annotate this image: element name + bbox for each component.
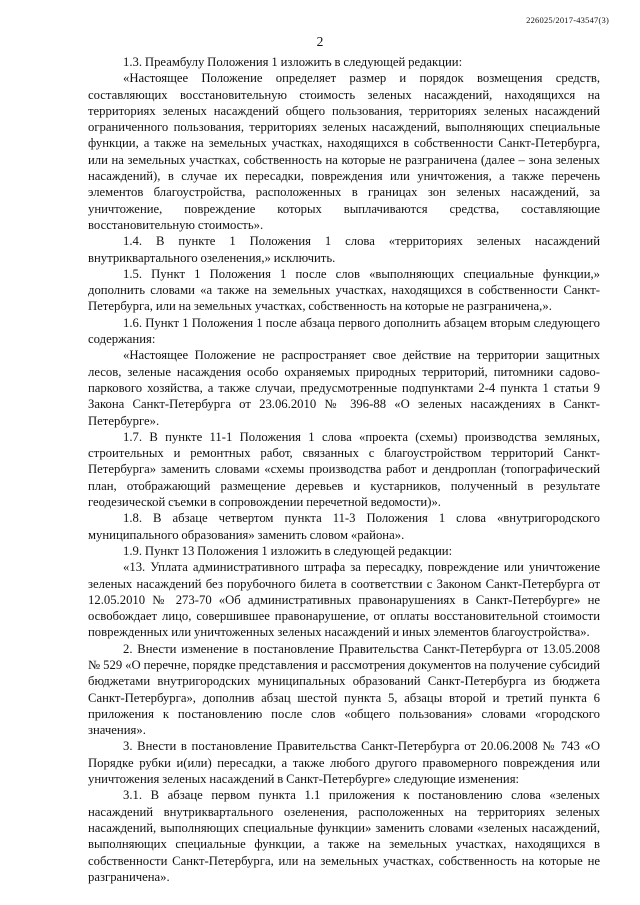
paragraph-1-4: 1.4. В пункте 1 Положения 1 слова «территориях зеленых насаждений внутриквартального озеленения,» исключить. [88, 234, 600, 265]
paragraph-preamble-text: «Настоящее Положение определяет размер и порядок возмещения средств, составляющих восстановительную стоимость зеленых насаждений, находящихся на территориях зеленых насаждений общего пользования, территориях зеленых насаждений ограниченного пользования, территориях зеленых насаждений, выполняющих специальные функции, а также на земельных участках, находящихся в собственности Санкт-Петербурга, или на земельных участках, собственность на которые не разграничена (далее – зона зеленых насаждений), в случае их пересадки, повреждения или уничтожения, а также перечень элементов благоустройства, расположенных в границах зон зеленых насаждений, за уничтожение, повреждение которых выплачиваются средства, составляющие восстановительную стоимость». [88, 71, 600, 232]
paragraph-1-8: 1.8. В абзаце четвертом пункта 11-3 Положения 1 слова «внутригородского муниципального образования» заменить словом «района». [88, 511, 600, 542]
paragraph-1-6-text: «Настоящее Положение не распространяет свое действие на территории защитных лесов, зеленые насаждения особо охраняемых природных территорий, питомники садово-паркового хозяйства, а также случаи, предусмотренные подпунктами 2-4 пункта 1 статьи 9 Закона Санкт-Петербурга от 23.06.2010 № 396-88 «О зеленых насаждениях в Санкт-Петербурге». [88, 348, 600, 428]
paragraph-1-6: 1.6. Пункт 1 Положения 1 после абзаца первого дополнить абзацем вторым следующего содержания: [88, 315, 600, 347]
document-body [88, 54, 600, 885]
paragraph-3: 3. Внести в постановление Правительства Санкт-Петербурга от 20.06.2008 № 743 «О Порядке рубки и(или) пересадки, а также любого другого правомерного повреждения или уничтожения зеленых насаждений в Санкт-Петербурге» следующие изменения: [88, 739, 600, 787]
paragraph-1-7: 1.7. В пункте 11-1 Положения 1 слова «проекта (схемы) производства земляных, строительных и ремонтных работ, связанных с благоустройством территорий Санкт-Петербурга» заменить словами «схемы производства работ и дендроплан (топографический план, отображающий размещение деревьев и кустарников, полученный в результате геодезической съемки в сопровождении перечетной ведомости)». [88, 429, 600, 510]
document-id: 226025/2017-43547(3) [526, 15, 609, 25]
paragraph-1-3: 1.3. Преамбулу Положения 1 изложить в следующей редакции: [123, 55, 463, 69]
paragraph-1-9: 1.9. Пункт 13 Положения 1 изложить в следующей редакции: [123, 543, 453, 558]
paragraph-3-1: 3.1. В абзаце первом пункта 1.1 приложения к постановлению слова «зеленых насаждений внутриквартального озеленения, расположенных на территориях зеленых насаждений, выполняющих специальные функции» заменить словами «зеленых насаждений, выполняющих специальные функции, а также на земельных участках, находящихся в собственности Санкт-Петербурга, или на земельных участках, собственность на которые не разграничена». [88, 788, 600, 884]
page-number: 2 [316, 34, 324, 49]
paragraph-1-5: 1.5. Пункт 1 Положения 1 после слов «выполняющих специальные функции,» дополнить словами «а также на земельных участках, находящихся в собственности Санкт-Петербурга, или на земельных участках, собственность на которые не разграничена,». [88, 266, 600, 314]
paragraph-1-9-text: «13. Уплата административного штрафа за пересадку, повреждение или уничтожение зеленых насаждений без порубочного билета в соответствии с Законом Санкт-Петербурга от 12.05.2010 № 273-70 «Об административных правонарушениях в Санкт-Петербурге» не освобождает лицо, совершившее правонарушение, от оплаты восстановительной стоимости поврежденных или уничтоженных зеленых насаждений и иных элементов благоустройства». [88, 560, 600, 640]
paragraph-2: 2. Внести изменение в постановление Правительства Санкт-Петербурга от 13.05.2008 № 529 «О перечне, порядке представления и рассмотрения документов на получение субсидий бюджетами внутригородских муниципальных образований Санкт-Петербурга из бюджета Санкт-Петербурга», дополнив абзац шестой пункта 5, абзацы второй и третий пункта 6 приложения к постановлению после слов «общего пользования» словами «городского значения». [88, 641, 600, 738]
